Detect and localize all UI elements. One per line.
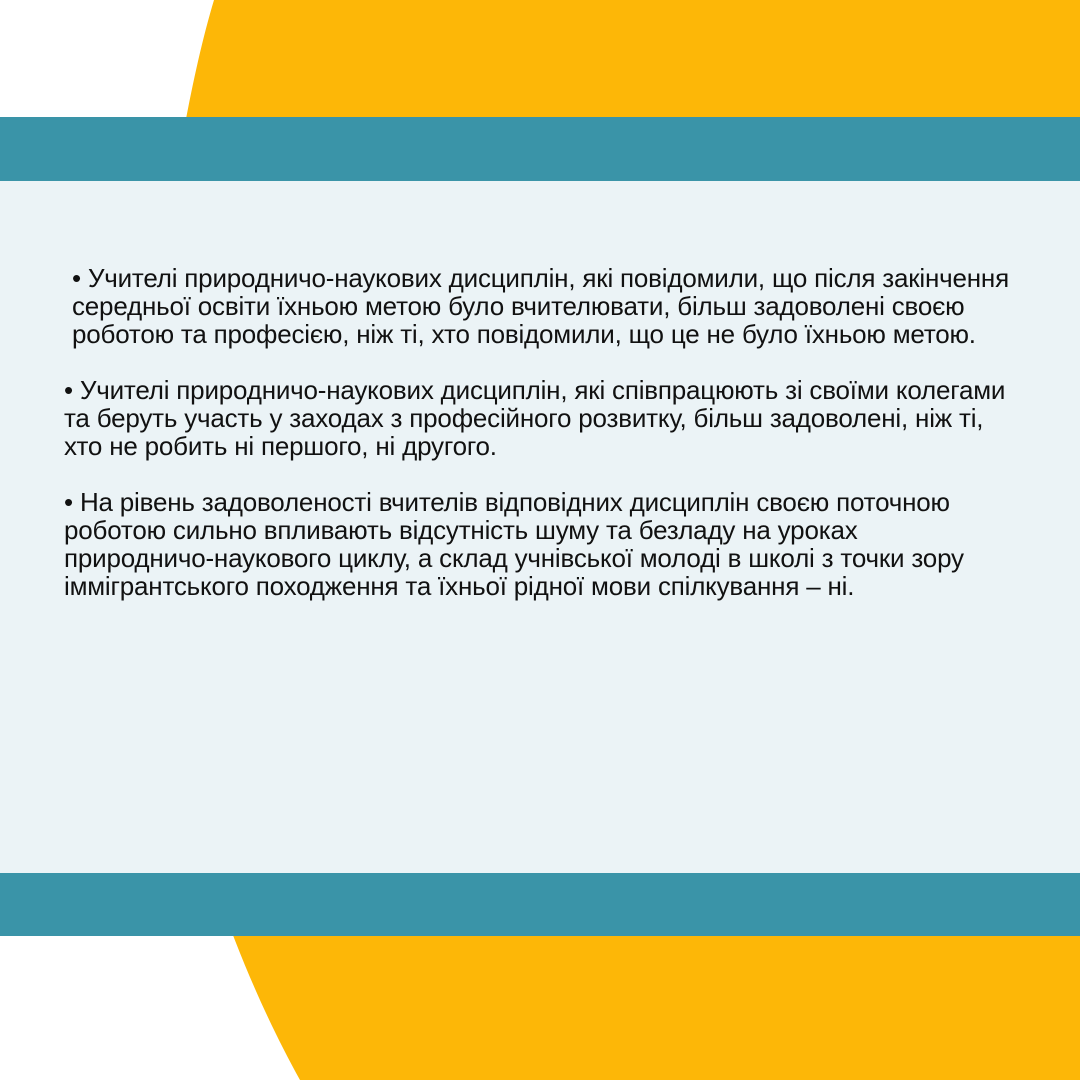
- bullet-text: На рівень задоволеності вчителів відповідних дисциплін своєю поточною роботою сильно впливають відсутність шуму та безладу на уроках природничо-наукового циклу, а склад учнівської молоді в школі з точки зору іммігрантського походження та їхньої рідної мови спілкування – ні.: [64, 487, 964, 601]
- bullet-text: Учителі природничо-наукових дисциплін, які повідомили, що після закінчення середньої освіти їхньою метою було вчителювати, більш задоволені своєю роботою та професією, ніж ті, хто повідомили, що це не було їхньою метою.: [72, 263, 1009, 349]
- bullet-marker: •: [64, 487, 73, 517]
- bullet-text: Учителі природничо-наукових дисциплін, які співпрацюють зі своїми колегами та беруть участь у заходах з професійного розвитку, більш задоволені, ніж ті, хто не робить ні першого, ні другого.: [64, 375, 1006, 461]
- bottom-teal-band: [0, 873, 1080, 936]
- bullet-item-3: [64, 488, 1014, 600]
- bullet-item-2: [64, 376, 1014, 460]
- bullet-item-1: [64, 264, 1014, 348]
- bullet-marker: •: [72, 263, 81, 293]
- bullet-marker: •: [64, 375, 73, 405]
- top-teal-band: [0, 117, 1080, 181]
- bullet-list: [64, 264, 1014, 628]
